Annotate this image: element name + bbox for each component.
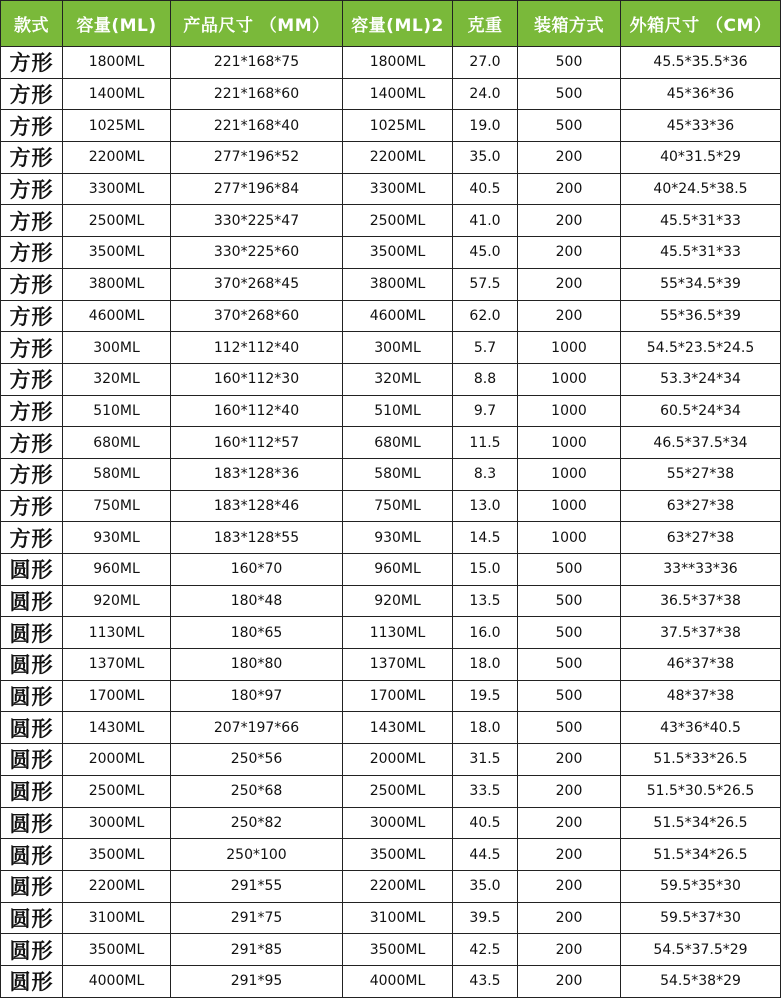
table-row [1, 712, 781, 744]
capacity-cell: 3800ML [63, 268, 171, 300]
capacity-2-cell: 920ML [343, 585, 453, 617]
capacity-cell: 1130ML [63, 617, 171, 649]
table-row [1, 965, 781, 997]
style-cell: 圆形 [1, 554, 63, 586]
packing-cell: 500 [518, 554, 621, 586]
packing-cell: 500 [518, 585, 621, 617]
table-row [1, 775, 781, 807]
packing-cell: 1000 [518, 458, 621, 490]
weight-cell: 39.5 [453, 902, 518, 934]
capacity-cell: 1370ML [63, 649, 171, 681]
weight-cell: 13.0 [453, 490, 518, 522]
packing-cell: 500 [518, 47, 621, 79]
carton-size-cell: 54.5*38*29 [621, 965, 781, 997]
product-size-cell: 291*55 [171, 870, 343, 902]
weight-cell: 19.5 [453, 680, 518, 712]
carton-size-cell: 59.5*35*30 [621, 870, 781, 902]
style-cell: 方形 [1, 142, 63, 174]
carton-size-cell: 48*37*38 [621, 680, 781, 712]
packing-cell: 200 [518, 173, 621, 205]
table-row [1, 427, 781, 459]
table-row [1, 268, 781, 300]
style-cell: 圆形 [1, 934, 63, 966]
packing-cell: 200 [518, 744, 621, 776]
carton-size-cell: 46.5*37.5*34 [621, 427, 781, 459]
product-size-cell: 221*168*60 [171, 78, 343, 110]
style-cell: 方形 [1, 332, 63, 364]
capacity-2-cell: 3500ML [343, 839, 453, 871]
product-size-cell: 277*196*52 [171, 142, 343, 174]
packing-cell: 200 [518, 839, 621, 871]
carton-size-cell: 45.5*31*33 [621, 237, 781, 269]
packing-cell: 200 [518, 775, 621, 807]
product-size-cell: 112*112*40 [171, 332, 343, 364]
style-cell: 方形 [1, 205, 63, 237]
capacity-cell: 2500ML [63, 205, 171, 237]
carton-size-cell: 37.5*37*38 [621, 617, 781, 649]
product-size-cell: 183*128*55 [171, 522, 343, 554]
table-header [1, 1, 781, 47]
weight-cell: 42.5 [453, 934, 518, 966]
weight-cell: 27.0 [453, 47, 518, 79]
style-cell: 方形 [1, 395, 63, 427]
carton-size-cell: 55*36.5*39 [621, 300, 781, 332]
capacity-2-cell: 1700ML [343, 680, 453, 712]
capacity-cell: 3300ML [63, 173, 171, 205]
packing-cell: 200 [518, 807, 621, 839]
weight-cell: 13.5 [453, 585, 518, 617]
packing-cell: 500 [518, 649, 621, 681]
capacity-2-cell: 3500ML [343, 237, 453, 269]
capacity-cell: 510ML [63, 395, 171, 427]
product-size-cell: 180*80 [171, 649, 343, 681]
capacity-2-cell: 510ML [343, 395, 453, 427]
style-cell: 圆形 [1, 965, 63, 997]
capacity-2-cell: 680ML [343, 427, 453, 459]
carton-size-cell: 59.5*37*30 [621, 902, 781, 934]
table-row [1, 585, 781, 617]
carton-size-cell: 51.5*34*26.5 [621, 839, 781, 871]
weight-cell: 35.0 [453, 142, 518, 174]
packing-cell: 1000 [518, 332, 621, 364]
carton-size-cell: 51.5*30.5*26.5 [621, 775, 781, 807]
capacity-2-cell: 1370ML [343, 649, 453, 681]
capacity-2-cell: 2200ML [343, 870, 453, 902]
style-cell: 方形 [1, 363, 63, 395]
packing-cell: 1000 [518, 395, 621, 427]
packing-cell: 200 [518, 205, 621, 237]
weight-cell: 44.5 [453, 839, 518, 871]
style-cell: 方形 [1, 78, 63, 110]
capacity-2-cell: 4600ML [343, 300, 453, 332]
capacity-cell: 2200ML [63, 870, 171, 902]
packing-cell: 500 [518, 617, 621, 649]
product-size-cell: 370*268*60 [171, 300, 343, 332]
style-cell: 方形 [1, 268, 63, 300]
table-row [1, 744, 781, 776]
header-capacity-2: 容量(ML)2 [343, 1, 453, 47]
packing-cell: 200 [518, 934, 621, 966]
product-size-cell: 160*112*30 [171, 363, 343, 395]
weight-cell: 16.0 [453, 617, 518, 649]
capacity-2-cell: 3800ML [343, 268, 453, 300]
carton-size-cell: 63*27*38 [621, 522, 781, 554]
capacity-cell: 4000ML [63, 965, 171, 997]
weight-cell: 19.0 [453, 110, 518, 142]
header-row [1, 1, 781, 47]
style-cell: 圆形 [1, 744, 63, 776]
packing-cell: 200 [518, 300, 621, 332]
packing-cell: 200 [518, 902, 621, 934]
capacity-2-cell: 3500ML [343, 934, 453, 966]
carton-size-cell: 63*27*38 [621, 490, 781, 522]
table-row [1, 300, 781, 332]
carton-size-cell: 45*33*36 [621, 110, 781, 142]
capacity-cell: 3500ML [63, 934, 171, 966]
header-style: 款式 [1, 1, 63, 47]
style-cell: 方形 [1, 427, 63, 459]
capacity-cell: 930ML [63, 522, 171, 554]
weight-cell: 24.0 [453, 78, 518, 110]
product-size-cell: 221*168*40 [171, 110, 343, 142]
product-size-cell: 291*95 [171, 965, 343, 997]
weight-cell: 5.7 [453, 332, 518, 364]
weight-cell: 35.0 [453, 870, 518, 902]
product-size-cell: 160*70 [171, 554, 343, 586]
table-row [1, 902, 781, 934]
table-row [1, 363, 781, 395]
packing-cell: 1000 [518, 427, 621, 459]
style-cell: 方形 [1, 490, 63, 522]
packing-cell: 200 [518, 965, 621, 997]
capacity-2-cell: 1430ML [343, 712, 453, 744]
weight-cell: 45.0 [453, 237, 518, 269]
product-size-cell: 330*225*60 [171, 237, 343, 269]
product-size-cell: 250*100 [171, 839, 343, 871]
product-size-cell: 250*68 [171, 775, 343, 807]
capacity-cell: 920ML [63, 585, 171, 617]
table-row [1, 142, 781, 174]
product-size-cell: 180*48 [171, 585, 343, 617]
carton-size-cell: 55*27*38 [621, 458, 781, 490]
table-row [1, 870, 781, 902]
table-row [1, 934, 781, 966]
capacity-cell: 3500ML [63, 839, 171, 871]
capacity-2-cell: 3000ML [343, 807, 453, 839]
carton-size-cell: 51.5*33*26.5 [621, 744, 781, 776]
packing-cell: 1000 [518, 490, 621, 522]
weight-cell: 31.5 [453, 744, 518, 776]
style-cell: 圆形 [1, 617, 63, 649]
header-packing: 装箱方式 [518, 1, 621, 47]
carton-size-cell: 33**33*36 [621, 554, 781, 586]
table-row [1, 78, 781, 110]
packing-cell: 500 [518, 78, 621, 110]
capacity-cell: 2500ML [63, 775, 171, 807]
style-cell: 圆形 [1, 585, 63, 617]
style-cell: 方形 [1, 300, 63, 332]
weight-cell: 18.0 [453, 649, 518, 681]
capacity-cell: 1025ML [63, 110, 171, 142]
weight-cell: 43.5 [453, 965, 518, 997]
style-cell: 方形 [1, 237, 63, 269]
capacity-cell: 750ML [63, 490, 171, 522]
weight-cell: 57.5 [453, 268, 518, 300]
weight-cell: 8.8 [453, 363, 518, 395]
table-row [1, 554, 781, 586]
table-row [1, 237, 781, 269]
capacity-2-cell: 960ML [343, 554, 453, 586]
style-cell: 圆形 [1, 807, 63, 839]
capacity-cell: 320ML [63, 363, 171, 395]
capacity-2-cell: 930ML [343, 522, 453, 554]
header-product-size: 产品尺寸 （MM） [171, 1, 343, 47]
packing-cell: 200 [518, 142, 621, 174]
capacity-cell: 3100ML [63, 902, 171, 934]
style-cell: 圆形 [1, 712, 63, 744]
table-row [1, 173, 781, 205]
packing-cell: 500 [518, 680, 621, 712]
product-size-cell: 207*197*66 [171, 712, 343, 744]
capacity-2-cell: 1025ML [343, 110, 453, 142]
weight-cell: 33.5 [453, 775, 518, 807]
style-cell: 方形 [1, 110, 63, 142]
capacity-2-cell: 300ML [343, 332, 453, 364]
carton-size-cell: 36.5*37*38 [621, 585, 781, 617]
weight-cell: 9.7 [453, 395, 518, 427]
capacity-2-cell: 320ML [343, 363, 453, 395]
capacity-cell: 300ML [63, 332, 171, 364]
capacity-2-cell: 750ML [343, 490, 453, 522]
product-size-cell: 183*128*46 [171, 490, 343, 522]
weight-cell: 62.0 [453, 300, 518, 332]
carton-size-cell: 45.5*35.5*36 [621, 47, 781, 79]
weight-cell: 40.5 [453, 173, 518, 205]
header-carton-size: 外箱尺寸 （CM） [621, 1, 781, 47]
product-size-cell: 180*65 [171, 617, 343, 649]
capacity-cell: 1400ML [63, 78, 171, 110]
table-row [1, 205, 781, 237]
product-size-cell: 291*75 [171, 902, 343, 934]
table-row [1, 395, 781, 427]
capacity-cell: 960ML [63, 554, 171, 586]
capacity-cell: 3500ML [63, 237, 171, 269]
weight-cell: 18.0 [453, 712, 518, 744]
packing-cell: 500 [518, 712, 621, 744]
weight-cell: 15.0 [453, 554, 518, 586]
product-size-cell: 370*268*45 [171, 268, 343, 300]
weight-cell: 14.5 [453, 522, 518, 554]
carton-size-cell: 45*36*36 [621, 78, 781, 110]
packing-cell: 1000 [518, 522, 621, 554]
table-row [1, 490, 781, 522]
carton-size-cell: 51.5*34*26.5 [621, 807, 781, 839]
carton-size-cell: 55*34.5*39 [621, 268, 781, 300]
style-cell: 圆形 [1, 839, 63, 871]
capacity-cell: 4600ML [63, 300, 171, 332]
capacity-2-cell: 1800ML [343, 47, 453, 79]
product-size-cell: 330*225*47 [171, 205, 343, 237]
capacity-2-cell: 3300ML [343, 173, 453, 205]
style-cell: 方形 [1, 173, 63, 205]
capacity-cell: 1700ML [63, 680, 171, 712]
product-size-cell: 277*196*84 [171, 173, 343, 205]
table-body [1, 47, 781, 998]
product-size-cell: 250*56 [171, 744, 343, 776]
carton-size-cell: 60.5*24*34 [621, 395, 781, 427]
style-cell: 方形 [1, 47, 63, 79]
capacity-2-cell: 2500ML [343, 205, 453, 237]
capacity-cell: 680ML [63, 427, 171, 459]
carton-size-cell: 54.5*23.5*24.5 [621, 332, 781, 364]
weight-cell: 40.5 [453, 807, 518, 839]
style-cell: 圆形 [1, 775, 63, 807]
carton-size-cell: 40*24.5*38.5 [621, 173, 781, 205]
carton-size-cell: 46*37*38 [621, 649, 781, 681]
style-cell: 方形 [1, 522, 63, 554]
weight-cell: 41.0 [453, 205, 518, 237]
packing-cell: 200 [518, 268, 621, 300]
product-size-cell: 221*168*75 [171, 47, 343, 79]
product-size-cell: 183*128*36 [171, 458, 343, 490]
product-size-cell: 250*82 [171, 807, 343, 839]
weight-cell: 8.3 [453, 458, 518, 490]
packing-cell: 1000 [518, 363, 621, 395]
table-row [1, 617, 781, 649]
capacity-2-cell: 3100ML [343, 902, 453, 934]
style-cell: 圆形 [1, 680, 63, 712]
carton-size-cell: 53.3*24*34 [621, 363, 781, 395]
capacity-cell: 2200ML [63, 142, 171, 174]
table-row [1, 332, 781, 364]
table-row [1, 839, 781, 871]
product-size-cell: 180*97 [171, 680, 343, 712]
table-row [1, 110, 781, 142]
capacity-cell: 1430ML [63, 712, 171, 744]
table-row [1, 458, 781, 490]
capacity-2-cell: 2200ML [343, 142, 453, 174]
capacity-2-cell: 1400ML [343, 78, 453, 110]
table-row [1, 522, 781, 554]
capacity-2-cell: 580ML [343, 458, 453, 490]
style-cell: 方形 [1, 458, 63, 490]
header-weight: 克重 [453, 1, 518, 47]
table-row [1, 47, 781, 79]
product-size-cell: 160*112*40 [171, 395, 343, 427]
product-size-cell: 160*112*57 [171, 427, 343, 459]
capacity-2-cell: 1130ML [343, 617, 453, 649]
capacity-cell: 1800ML [63, 47, 171, 79]
carton-size-cell: 40*31.5*29 [621, 142, 781, 174]
packing-cell: 200 [518, 870, 621, 902]
header-capacity: 容量(ML) [63, 1, 171, 47]
capacity-cell: 580ML [63, 458, 171, 490]
style-cell: 圆形 [1, 870, 63, 902]
table-row [1, 807, 781, 839]
capacity-2-cell: 2000ML [343, 744, 453, 776]
carton-size-cell: 45.5*31*33 [621, 205, 781, 237]
carton-size-cell: 54.5*37.5*29 [621, 934, 781, 966]
style-cell: 圆形 [1, 649, 63, 681]
capacity-2-cell: 4000ML [343, 965, 453, 997]
table-row [1, 680, 781, 712]
product-size-cell: 291*85 [171, 934, 343, 966]
packing-cell: 500 [518, 110, 621, 142]
weight-cell: 11.5 [453, 427, 518, 459]
capacity-2-cell: 2500ML [343, 775, 453, 807]
carton-size-cell: 43*36*40.5 [621, 712, 781, 744]
capacity-cell: 3000ML [63, 807, 171, 839]
table-row [1, 649, 781, 681]
style-cell: 圆形 [1, 902, 63, 934]
capacity-cell: 2000ML [63, 744, 171, 776]
packing-cell: 200 [518, 237, 621, 269]
